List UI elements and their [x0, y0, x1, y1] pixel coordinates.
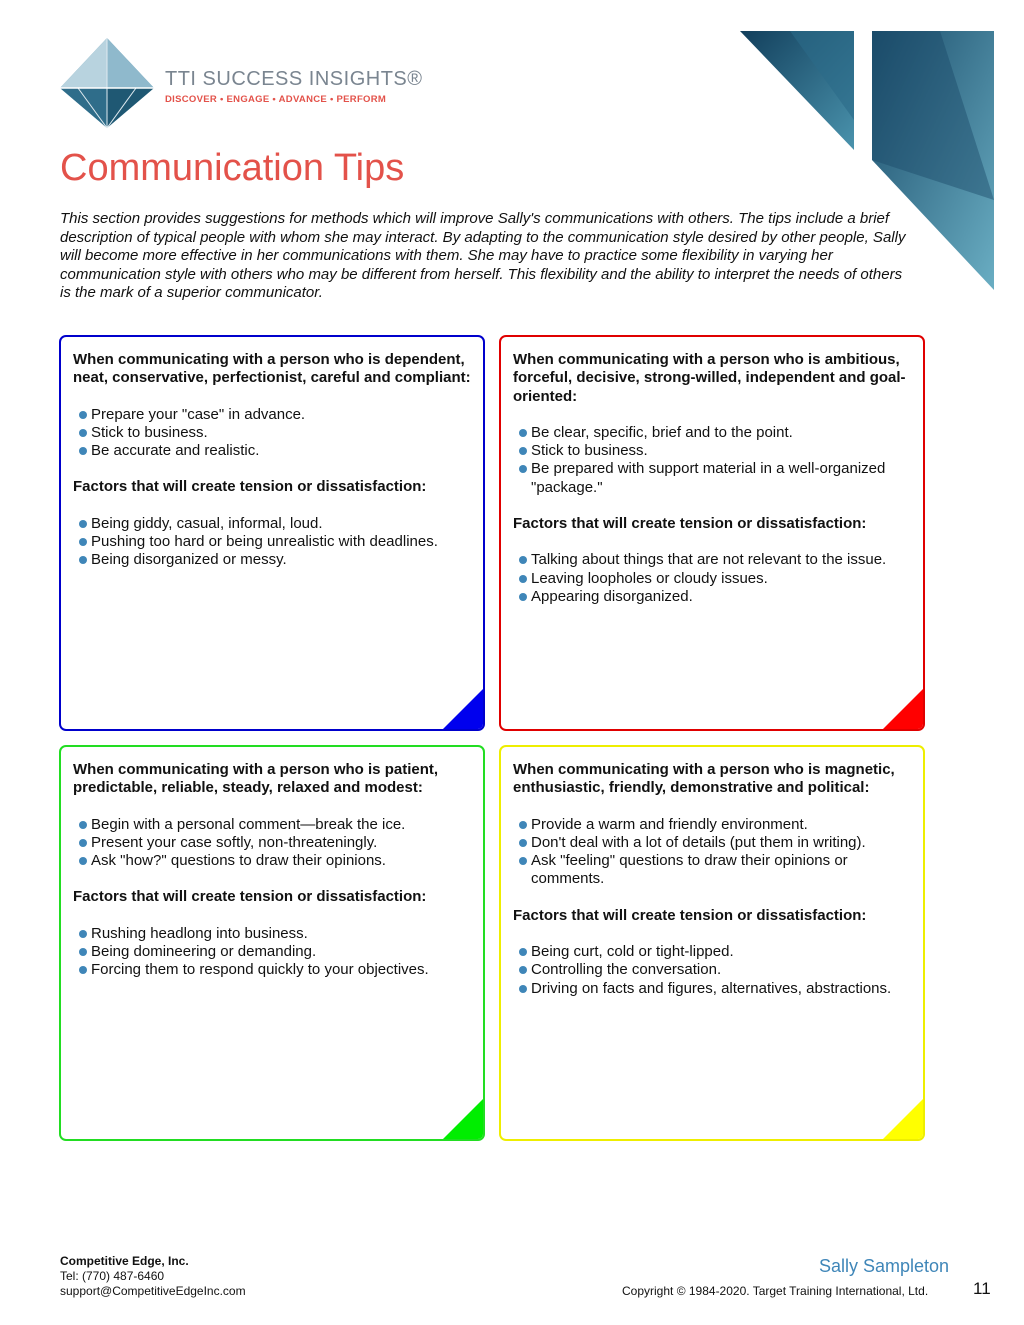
list-item: Talking about things that are not relevant to the issue.: [513, 551, 913, 569]
list-item: Be prepared with support material in a well-organized "package.": [513, 460, 913, 497]
bullet-icon: [79, 447, 87, 455]
tip-box-blue: [59, 335, 485, 731]
tip-box-green: [59, 745, 485, 1141]
corner-triangle-icon: [442, 688, 484, 730]
bullet-icon: [519, 966, 527, 974]
list-item: Provide a warm and friendly environment.: [513, 816, 913, 834]
footer-copyright: Copyright © 1984-2020. Target Training International, Ltd.: [622, 1284, 929, 1298]
footer-phone: Tel: (770) 487-6460: [60, 1269, 165, 1283]
tip-box-red: [499, 335, 925, 731]
tension-list: [513, 943, 913, 998]
tension-heading: Factors that will create tension or dissatisfaction:: [513, 515, 867, 533]
box-heading: When communicating with a person who is magnetic, enthusiastic, friendly, demonstrative and political:: [513, 761, 895, 797]
list-item: Be clear, specific, brief and to the point.: [513, 424, 913, 442]
tips-list: [513, 816, 913, 889]
list-item: Being curt, cold or tight-lipped.: [513, 943, 913, 961]
list-item: Prepare your "case" in advance.: [73, 406, 473, 424]
tension-heading: Factors that will create tension or dissatisfaction:: [513, 906, 867, 924]
intro-paragraph: This section provides suggestions for methods which will improve Sally's communications with others. The tips include a brief description of typical people with whom she may interact. By adapting to the communication style desired by other people, Sally will become more effective in her communications with them. She may have to practice some flexibility in varying her communication style with others who may be different from herself. This flexibility and the ability to interpret the needs of others is the mark of a superior communicator.: [60, 210, 906, 301]
page-number: 11: [973, 1279, 991, 1298]
corner-triangle-icon: [882, 1098, 924, 1140]
footer-person-name: Sally Sampleton: [819, 1256, 950, 1276]
tension-list: [73, 925, 473, 980]
list-item: Forcing them to respond quickly to your objectives.: [73, 961, 473, 979]
bullet-icon: [79, 411, 87, 419]
bullet-icon: [519, 948, 527, 956]
list-item: Controlling the conversation.: [513, 961, 913, 979]
bullet-icon: [519, 556, 527, 564]
list-item: Begin with a personal comment—break the ice.: [73, 816, 473, 834]
bullet-icon: [519, 857, 527, 865]
footer-email[interactable]: support@CompetitiveEdgeInc.com: [60, 1284, 246, 1298]
bullet-icon: [79, 839, 87, 847]
brand-name: TTI SUCCESS INSIGHTS®: [165, 68, 423, 90]
bullet-icon: [519, 447, 527, 455]
list-item: Pushing too hard or being unrealistic with deadlines.: [73, 533, 473, 551]
list-item: Present your case softly, non-threateningly.: [73, 834, 473, 852]
bullet-icon: [519, 821, 527, 829]
bullet-icon: [519, 839, 527, 847]
list-item: Driving on facts and figures, alternatives, abstractions.: [513, 980, 913, 998]
box-heading: When communicating with a person who is ambitious, forceful, decisive, strong-willed, independent and goal-oriented:: [513, 351, 906, 405]
tti-logo-icon: [58, 36, 156, 130]
tips-list: [513, 424, 913, 497]
list-item: Being disorganized or messy.: [73, 551, 473, 569]
list-item: Appearing disorganized.: [513, 588, 913, 606]
list-item: Stick to business.: [73, 424, 473, 442]
footer-company: Competitive Edge, Inc.: [60, 1254, 189, 1268]
bullet-icon: [79, 857, 87, 865]
list-item: Stick to business.: [513, 442, 913, 460]
bullet-icon: [79, 948, 87, 956]
bullet-icon: [79, 538, 87, 546]
bullet-icon: [79, 930, 87, 938]
bullet-icon: [79, 821, 87, 829]
tips-list: [73, 816, 473, 871]
tension-heading: Factors that will create tension or dissatisfaction:: [73, 888, 427, 906]
bullet-icon: [79, 429, 87, 437]
tension-list: [73, 515, 473, 570]
list-item: Being giddy, casual, informal, loud.: [73, 515, 473, 533]
list-item: Rushing headlong into business.: [73, 925, 473, 943]
bullet-icon: [79, 966, 87, 974]
tension-list: [513, 551, 913, 606]
tension-heading: Factors that will create tension or dissatisfaction:: [73, 478, 427, 496]
page-title: Communication Tips: [60, 147, 405, 189]
bullet-icon: [519, 575, 527, 583]
bullet-icon: [519, 465, 527, 473]
tip-box-yellow: [499, 745, 925, 1141]
list-item: Ask "how?" questions to draw their opinions.: [73, 852, 473, 870]
corner-triangle-icon: [442, 1098, 484, 1140]
list-item: Being domineering or demanding.: [73, 943, 473, 961]
tips-list: [73, 406, 473, 461]
bullet-icon: [519, 429, 527, 437]
brand-tagline: DISCOVER • ENGAGE • ADVANCE • PERFORM: [165, 94, 387, 105]
box-heading: When communicating with a person who is dependent, neat, conservative, perfectionist, careful and compliant:: [73, 351, 471, 387]
bullet-icon: [519, 593, 527, 601]
list-item: Ask "feeling" questions to draw their opinions or comments.: [513, 852, 913, 889]
corner-triangle-icon: [882, 688, 924, 730]
bullet-icon: [79, 520, 87, 528]
box-heading: When communicating with a person who is patient, predictable, reliable, steady, relaxed and modest:: [73, 761, 439, 797]
list-item: Don't deal with a lot of details (put them in writing).: [513, 834, 913, 852]
list-item: Leaving loopholes or cloudy issues.: [513, 570, 913, 588]
bullet-icon: [79, 556, 87, 564]
list-item: Be accurate and realistic.: [73, 442, 473, 460]
bullet-icon: [519, 985, 527, 993]
